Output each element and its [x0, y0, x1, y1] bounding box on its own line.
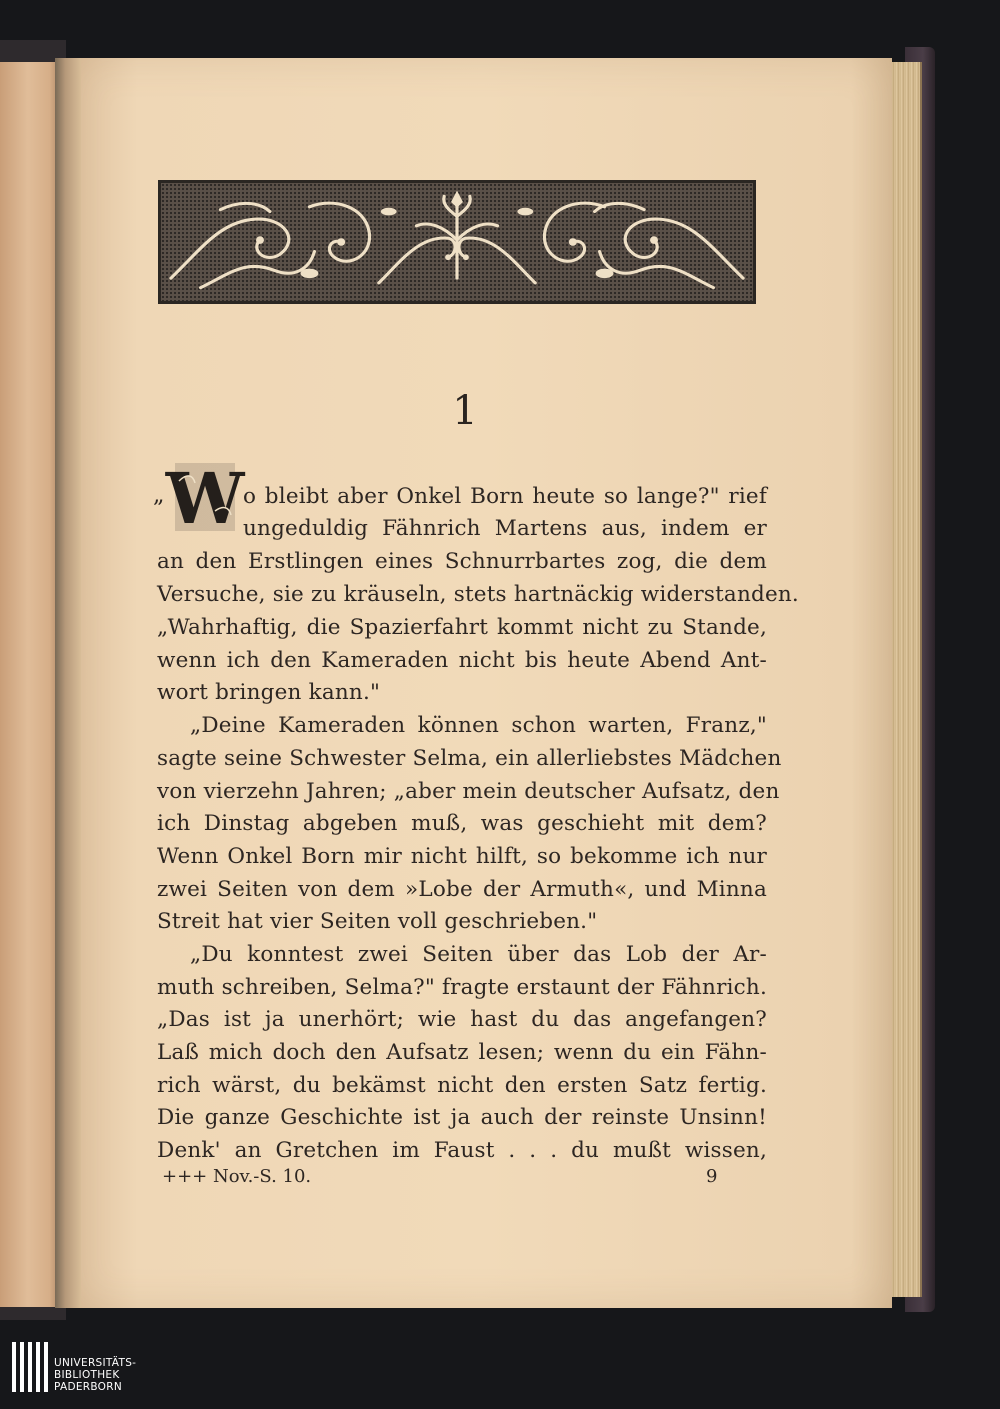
left-page-edge [0, 62, 62, 1307]
decorated-initial-w-icon [165, 457, 245, 540]
footer-signature: +++ Nov.-S. 10. [162, 1166, 312, 1187]
text-line: zwei Seiten von dem »Lobe der Armuth«, und Minna [157, 877, 767, 902]
library-name-line3: PADERBORN [54, 1381, 122, 1393]
gutter [55, 58, 81, 1308]
text-line: Die ganze Geschichte ist ja auch der reinste Unsinn! [157, 1105, 767, 1130]
text-line: Denk' an Gretchen im Faust . . . du mußt wissen, [157, 1138, 767, 1163]
ornament-header-icon [158, 180, 756, 304]
text-line: „Wahrhaftig, die Spazierfahrt kommt nicht zu Stande, [157, 615, 767, 640]
text-line: rich wärst, du bekämst nicht den ersten Satz fertig. [157, 1073, 767, 1098]
text-line: „Deine Kameraden können schon warten, Franz," [190, 713, 767, 738]
text-line: ich Dinstag abgeben muß, was geschieht mit dem? [157, 811, 767, 836]
text-line: „Das ist ja unerhört; wie hast du das angefangen? [157, 1007, 767, 1032]
text-line: sagte seine Schwester Selma, ein allerliebstes Mädchen [157, 746, 782, 771]
text-line: wort bringen kann." [157, 680, 381, 705]
text-line: an den Erstlingen eines Schnurrbartes zog, die dem [157, 549, 767, 574]
text-line: von vierzehn Jahren; „aber mein deutscher Aufsatz, den [157, 779, 780, 804]
chapter-number: 1 [452, 388, 478, 434]
text-line: Laß mich doch den Aufsatz lesen; wenn du ein Fähn- [157, 1040, 767, 1065]
text-line: ungeduldig Fähnrich Martens aus, indem er [243, 516, 767, 541]
opening-quote: „ [153, 483, 165, 508]
library-name [54, 1357, 136, 1393]
text-line: Streit hat vier Seiten voll geschrieben." [157, 909, 598, 934]
library-footer [0, 1325, 1000, 1409]
text-line: „Du konntest zwei Seiten über das Lob der Ar- [190, 942, 767, 967]
library-name-line1: UNIVERSITÄTS- [54, 1357, 137, 1369]
text-line: Wenn Onkel Born mir nicht hilft, so bekomme ich nur [157, 844, 767, 869]
university-library-logo-icon [10, 1338, 50, 1396]
initial-letter: W [165, 457, 245, 540]
page-number: 9 [706, 1166, 718, 1187]
text-line: o bleibt aber Onkel Born heute so lange?" rief [243, 484, 767, 509]
text-line: muth schreiben, Selma?" fragte erstaunt der Fähnrich. [157, 975, 767, 1000]
library-name-line2: BIBLIOTHEK [54, 1369, 120, 1381]
text-line: Versuche, sie zu kräuseln, stets hartnäckig widerstanden. [157, 582, 799, 607]
text-line: wenn ich den Kameraden nicht bis heute Abend Ant- [157, 648, 767, 673]
